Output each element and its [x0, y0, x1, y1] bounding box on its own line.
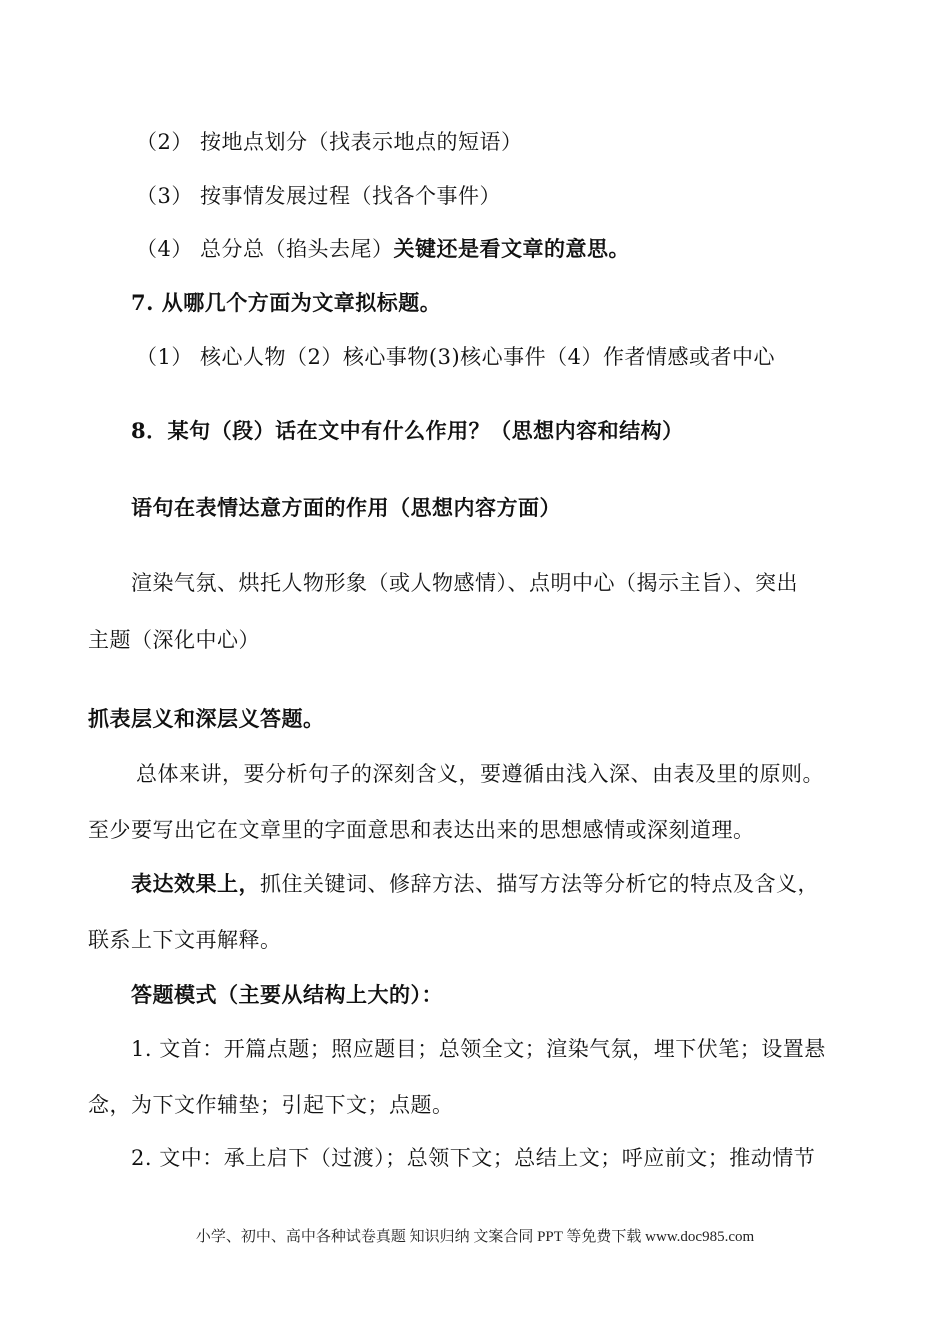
- subheading-expression: 语句在表情达意方面的作用（思想内容方面）: [131, 495, 561, 520]
- text-line-14: 联系上下文再解释。: [88, 928, 282, 952]
- page-footer: 小学、初中、高中各种试卷真题 知识归纳 文案合同 PPT 等免费下载 www.doc985.com: [195, 1229, 755, 1245]
- text-line-1: （2） 按地点划分（找表示地点的短语）: [136, 130, 523, 154]
- text-line-11: 总体来讲，要分析句子的深刻含义，要遵循由浅入深、由表及里的原则。: [136, 762, 824, 786]
- subheading-surface-deep: 抓表层义和深层义答题。: [88, 706, 325, 731]
- text-line-9: 主题（深化中心）: [88, 628, 260, 652]
- text-line-12: 至少要写出它在文章里的字面意思和表达出来的思想感情或深刻道理。: [88, 818, 755, 842]
- heading-7: 7. 从哪几个方面为文章拟标题。: [131, 290, 442, 315]
- text-line-5: （1） 核心人物（2）核心事物(3)核心事件（4）作者情感或者中心: [136, 345, 776, 369]
- subheading-answer-mode: 答题模式（主要从结构上大的）：: [131, 982, 443, 1007]
- heading-8: 8．某句（段）话在文中有什么作用？（思想内容和结构）: [131, 418, 684, 443]
- text-line-2: （3） 按事情发展过程（找各个事件）: [136, 184, 502, 208]
- text-line-3-normal: （4） 总分总（掐头去尾）: [136, 237, 394, 261]
- text-line-8: 渲染气氛、烘托人物形象（或人物感情）、点明中心（揭示主旨）、突出: [131, 571, 798, 595]
- text-line-16: 1. 文首：开篇点题；照应题目；总领全文；渲染气氛，埋下伏笔；设置悬: [131, 1037, 826, 1061]
- text-line-18: 2. 文中：承上启下（过渡）；总领下文；总结上文；呼应前文；推动情节: [131, 1146, 816, 1170]
- text-line-13-bold: 表达效果上，: [131, 871, 260, 896]
- text-line-13-normal: 抓住关键词、修辞方法、描写方法等分析它的特点及含义，: [260, 872, 819, 896]
- text-line-3: [136, 234, 630, 264]
- text-line-17: 念，为下文作辅垫；引起下文；点题。: [88, 1093, 454, 1117]
- text-line-13: [131, 869, 819, 899]
- text-line-3-bold: 关键还是看文章的意思。: [393, 236, 631, 261]
